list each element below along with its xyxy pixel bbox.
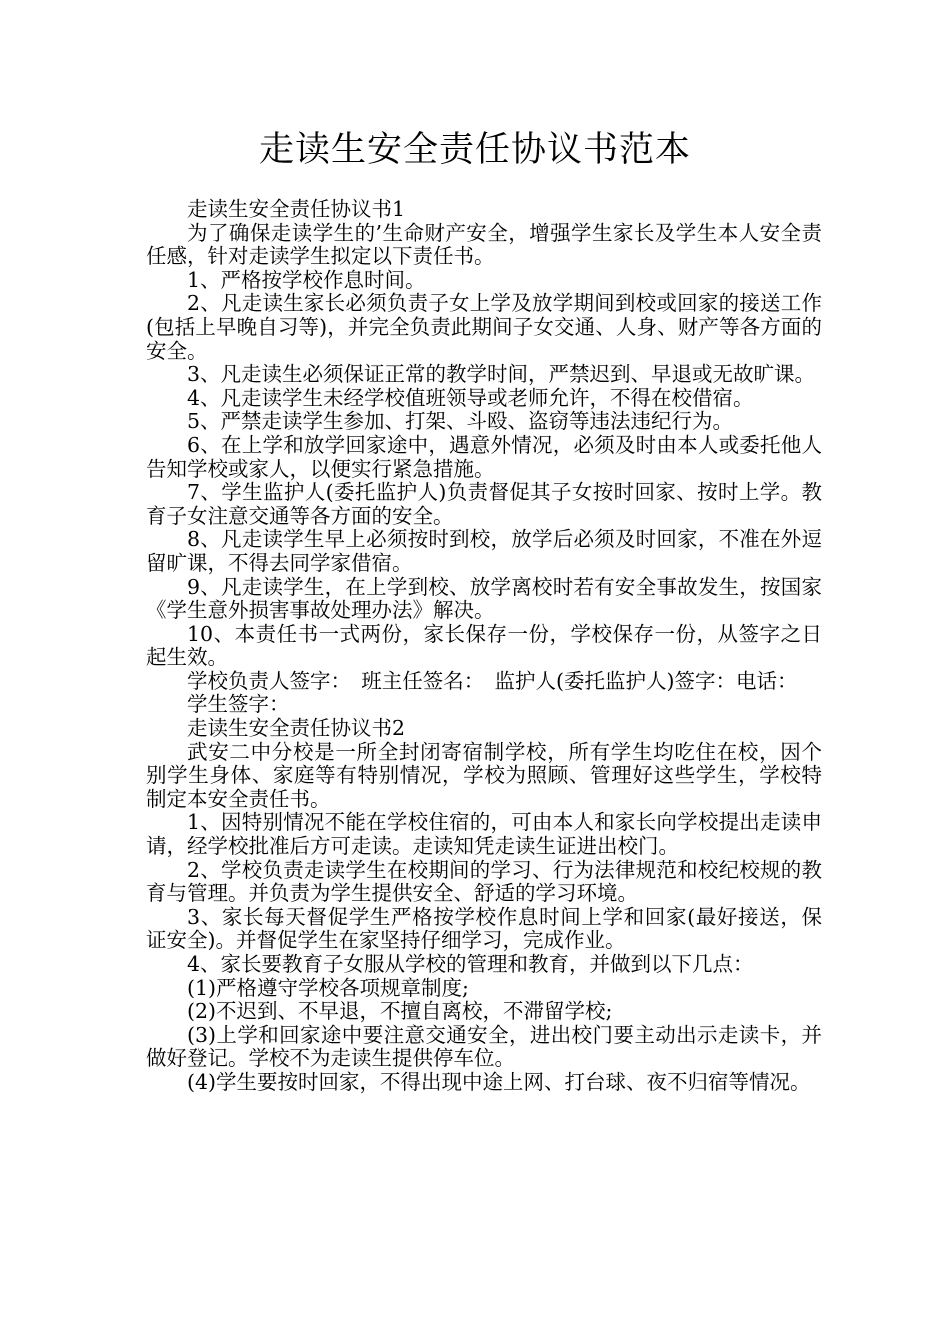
clause-1-7: 7、学生监护人(委托监护人)负责督促其子女按时回家、按时上学。教育子女注意交通等各方面的安全。 <box>146 480 822 528</box>
sub-clause-2: (2)不迟到、不早退，不擅自离校，不滞留学校; <box>187 999 613 1024</box>
clause-2-2: 2、学校负责走读学生在校期间的学习、行为法律规范和校纪校规的教育与管理。并负责为学生提供安全、舒适的学习环境。 <box>146 857 822 906</box>
clause-1-1: 1、严格按学校作息时间。 <box>187 267 426 292</box>
signature-line: 学校负责人签字： 班主任签名： 监护人(委托监护人)签字：电话： <box>187 668 798 693</box>
clause-2-4: 4、家长要教育子女服从学校的管理和教育，并做到以下几点： <box>187 952 754 976</box>
intro-paragraph-1: 为了确保走读学生的’生命财产安全，增强学生家长及学生本人安全责任感，针对走读学生拟定以下责任书。 <box>146 220 822 269</box>
clause-1-5: 5、严禁走读学生参加、打架、斗殴、盗窃等违法违纪行为。 <box>187 409 734 434</box>
clause-2-1: 1、因特别情况不能在学校住宿的，可由本人和家长向学校提出走读申请，经学校批准后方可走读。走读知凭走读生证进出校门。 <box>146 810 822 859</box>
clause-2-3: 3、家长每天督促学生严格按学校作息时间上学和回家(最好接送，保证安全)。并督促学生在家坚持仔细学习，完成作业。 <box>146 904 822 953</box>
clause-1-6: 6、在上学和放学回家途中，遇意外情况，必须及时由本人或委托他人告知学校或家人，以便实行紧急措施。 <box>146 432 822 481</box>
clause-1-2: 2、凡走读生家长必须负责子女上学及放学期间到校或回家的接送工作(包括上早晚自习等)，并完全负责此期间子女交通、人身、财产等各方面的安全。 <box>146 291 822 363</box>
document-title: 走读生安全责任协议书范本 <box>258 130 691 170</box>
sub-clause-1: (1)严格遵守学校各项规章制度; <box>187 975 469 1000</box>
clause-1-9: 9、凡走读学生，在上学到校、放学离校时若有安全事故发生，按国家《学生意外损害事故处理办法》解决。 <box>146 574 822 623</box>
document-body <box>146 198 822 1095</box>
section-heading-2: 走读生安全责任协议书2 <box>187 716 406 741</box>
clause-1-8: 8、凡走读学生早上必须按时到校，放学后必须及时回家，不准在外逗留旷课，不得去同学家借宿。 <box>146 527 822 575</box>
clause-1-3: 3、凡走读生必须保证正常的教学时间，严禁迟到、早退或无故旷课。 <box>187 362 816 387</box>
student-signature-line: 学生签字： <box>187 692 290 717</box>
intro-paragraph-2: 武安二中分校是一所全封闭寄宿制学校，所有学生均吃住在校，因个别学生身体、家庭等有特别情况，学校为照顾、管理好这些学生，学校特制定本安全责任书。 <box>146 739 822 811</box>
section-heading-1: 走读生安全责任协议书1 <box>187 197 406 221</box>
sub-clause-3: (3)上学和回家途中要注意交通安全，进出校门要主动出示走读卡，并做好登记。学校不为走读生提供停车位。 <box>146 1022 822 1071</box>
sub-clause-4: (4)学生要按时回家，不得出现中途上网、打台球、夜不归宿等情况。 <box>187 1069 811 1094</box>
clause-1-4: 4、凡走读学生未经学校值班领导或老师允许，不得在校借宿。 <box>187 385 754 410</box>
clause-1-10: 10、本责任书一式两份，家长保存一份，学校保存一份，从签字之日起生效。 <box>146 621 822 670</box>
